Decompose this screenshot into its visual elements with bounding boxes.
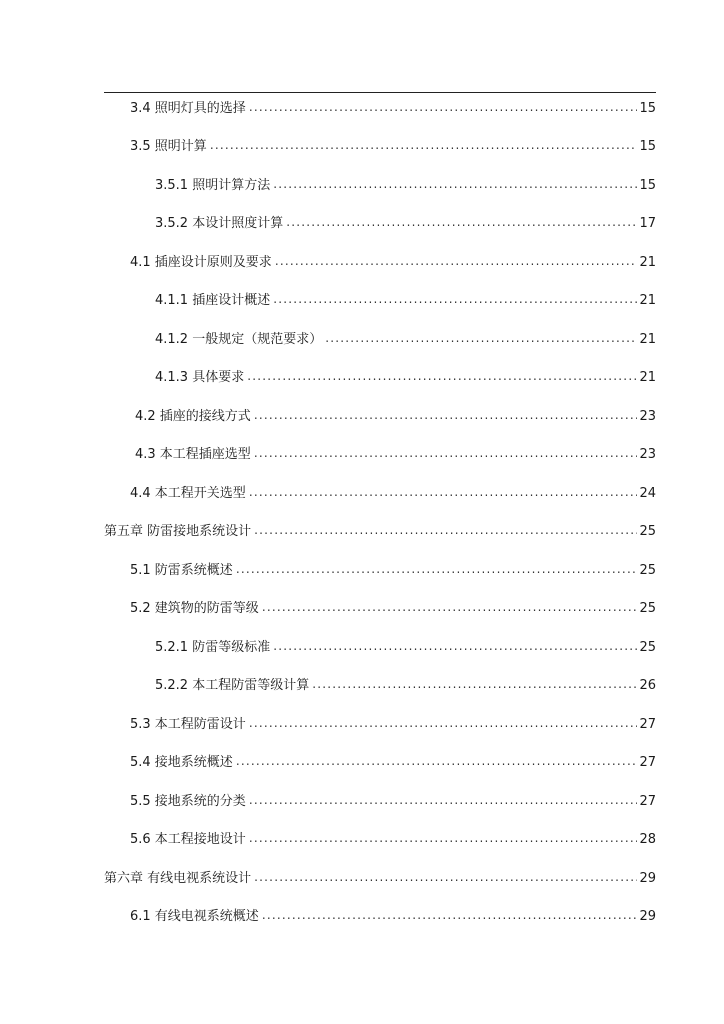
toc-entry[interactable]	[130, 828, 656, 850]
dot-leader	[249, 96, 638, 118]
toc-entry-page: 27	[639, 755, 656, 770]
dot-leader	[247, 365, 637, 387]
toc-entry-page: 26	[639, 678, 656, 693]
toc-entry-label: 5.2.1 防雷等级标准	[155, 640, 271, 655]
toc-entry[interactable]	[155, 636, 656, 658]
dot-leader	[325, 327, 637, 349]
toc-entry[interactable]	[155, 366, 656, 388]
toc-entry-page: 21	[639, 293, 656, 308]
toc-entry[interactable]	[130, 251, 656, 273]
toc-entry-page: 15	[639, 101, 656, 116]
toc-entry-label: 第五章 防雷接地系统设计	[104, 524, 252, 539]
toc-entry[interactable]	[130, 597, 656, 619]
toc-entry[interactable]	[130, 97, 656, 119]
dot-leader	[262, 904, 638, 926]
toc-entry-label: 5.2 建筑物的防雷等级	[130, 601, 259, 616]
toc-entry-page: 24	[639, 486, 656, 501]
dot-leader	[254, 519, 637, 541]
toc-entry-page: 15	[639, 139, 656, 154]
toc-entry-label: 5.3 本工程防雷设计	[130, 717, 246, 732]
toc-entry[interactable]	[130, 790, 656, 812]
toc-entry[interactable]	[135, 443, 656, 465]
toc-entry-label: 5.4 接地系统概述	[130, 755, 233, 770]
toc-entry-page: 27	[639, 794, 656, 809]
toc-entry-page: 15	[639, 178, 656, 193]
toc-entry-page: 23	[639, 409, 656, 424]
dot-leader	[249, 827, 638, 849]
header-rule	[104, 92, 656, 93]
toc-entry-label: 3.5.1 照明计算方法	[155, 178, 271, 193]
toc-entry-label: 3.5.2 本设计照度计算	[155, 216, 284, 231]
toc-entry-page: 21	[639, 332, 656, 347]
toc-entry-label: 4.1.2 一般规定（规范要求）	[155, 332, 323, 347]
toc-chapter-entry[interactable]	[104, 520, 656, 542]
toc-entry-label: 6.1 有线电视系统概述	[130, 909, 259, 924]
dot-leader	[262, 596, 638, 618]
toc-entry-page: 25	[639, 640, 656, 655]
dot-leader	[254, 404, 638, 426]
toc-entry-page: 17	[639, 216, 656, 231]
toc-entry-label: 4.4 本工程开关选型	[130, 486, 246, 501]
dot-leader	[249, 712, 638, 734]
toc-entry-label: 3.4 照明灯具的选择	[130, 101, 246, 116]
toc-entry[interactable]	[155, 212, 656, 234]
toc-entry-label: 4.1 插座设计原则及要求	[130, 255, 272, 270]
toc-entry[interactable]	[135, 405, 656, 427]
dot-leader	[273, 173, 637, 195]
toc-entry[interactable]	[155, 674, 656, 696]
toc-entry-label: 4.2 插座的接线方式	[135, 409, 251, 424]
toc-entry-label: 3.5 照明计算	[130, 139, 207, 154]
toc-entry[interactable]	[155, 289, 656, 311]
dot-leader	[312, 673, 637, 695]
dot-leader	[273, 635, 637, 657]
toc-entry-label: 4.1.3 具体要求	[155, 370, 245, 385]
dot-leader	[254, 442, 638, 464]
dot-leader	[286, 211, 637, 233]
toc-entry-page: 29	[639, 871, 656, 886]
toc-entry-page: 21	[639, 255, 656, 270]
toc-entry-label: 第六章 有线电视系统设计	[104, 871, 252, 886]
toc-entry-page: 25	[639, 563, 656, 578]
toc-entry-page: 23	[639, 447, 656, 462]
dot-leader	[236, 750, 638, 772]
toc-entry[interactable]	[130, 135, 656, 157]
toc-entry-label: 5.5 接地系统的分类	[130, 794, 246, 809]
toc-entry[interactable]	[130, 482, 656, 504]
dot-leader	[254, 866, 637, 888]
dot-leader	[249, 481, 638, 503]
toc-entry-page: 28	[639, 832, 656, 847]
toc-entry-label: 5.1 防雷系统概述	[130, 563, 233, 578]
toc-entry-label: 4.1.1 插座设计概述	[155, 293, 271, 308]
toc-entry[interactable]	[130, 559, 656, 581]
toc-entry-label: 5.6 本工程接地设计	[130, 832, 246, 847]
toc-chapter-entry[interactable]	[104, 867, 656, 889]
dot-leader	[275, 250, 638, 272]
toc-entry[interactable]	[130, 751, 656, 773]
toc-entry-page: 25	[639, 524, 656, 539]
dot-leader	[236, 558, 638, 580]
toc-entry-page: 27	[639, 717, 656, 732]
toc-entry[interactable]	[130, 905, 656, 927]
dot-leader	[210, 134, 638, 156]
toc-entry-page: 29	[639, 909, 656, 924]
toc-entry-page: 21	[639, 370, 656, 385]
toc-entry[interactable]	[130, 713, 656, 735]
toc-entry-label: 5.2.2 本工程防雷等级计算	[155, 678, 310, 693]
toc-entry-label: 4.3 本工程插座选型	[135, 447, 251, 462]
toc-entry[interactable]	[155, 328, 656, 350]
toc-entry[interactable]	[155, 174, 656, 196]
dot-leader	[249, 789, 638, 811]
dot-leader	[273, 288, 637, 310]
toc-entry-page: 25	[639, 601, 656, 616]
